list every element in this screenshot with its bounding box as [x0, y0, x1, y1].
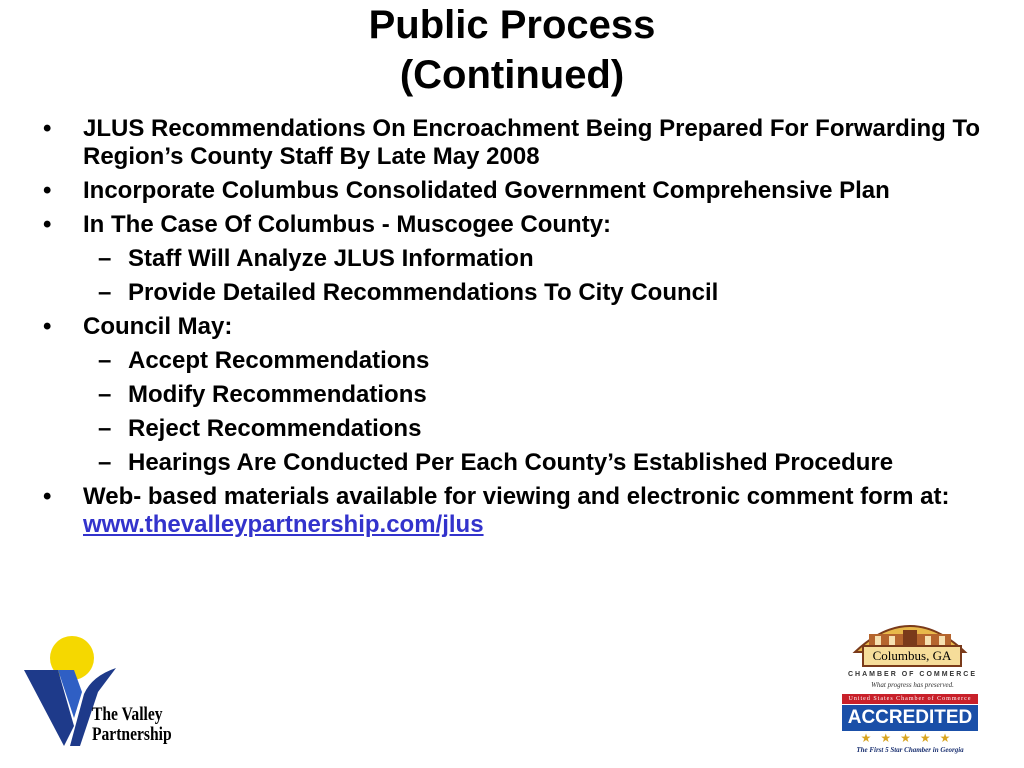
bullet-marker: •: [43, 177, 52, 204]
dash-marker: –: [98, 279, 112, 306]
sub-bullet-item: [83, 245, 985, 273]
sub-bullet-text: Staff Will Analyze JLUS Information: [128, 245, 534, 272]
sub-bullet-item: [83, 279, 985, 307]
accredited-footer: The First 5 Star Chamber in Georgia: [856, 746, 964, 754]
dash-marker: –: [98, 381, 112, 408]
bullet-item: [40, 115, 985, 171]
accredited-label: ACCREDITED: [842, 705, 978, 731]
sub-bullet-item: [83, 347, 985, 375]
bullet-item: [40, 177, 985, 205]
title-line-2: (Continued): [399, 53, 625, 97]
title-line-1: Public Process: [368, 3, 656, 47]
bullet-list: [40, 115, 985, 539]
sub-bullet-text: Accept Recommendations: [128, 347, 430, 374]
sub-bullet-text: Reject Recommendations: [128, 415, 422, 442]
bullet-content: [40, 115, 985, 545]
dash-marker: –: [98, 449, 112, 476]
bullet-text: Incorporate Columbus Consolidated Government Comprehensive Plan: [83, 177, 890, 204]
chamber-subtitle: CHAMBER OF COMMERCE: [848, 671, 977, 678]
chamber-name-badge: Columbus, GA: [862, 645, 962, 667]
bullet-marker: •: [43, 211, 52, 238]
sub-bullet-item: [83, 415, 985, 443]
bullet-marker: •: [43, 115, 52, 142]
bullet-text: In The Case Of Columbus - Muscogee County:: [83, 211, 612, 238]
bullet-item: [40, 313, 985, 477]
bullet-text: Council May:: [83, 313, 233, 340]
dash-marker: –: [98, 415, 112, 442]
valley-partnership-line-1: The Valley: [92, 704, 163, 725]
bullet-item: [40, 483, 985, 539]
valley-partnership-line-2: Partnership: [92, 724, 172, 745]
valley-partnership-wordmark: [92, 705, 172, 745]
bullet-marker: •: [43, 313, 52, 340]
dash-marker: –: [98, 347, 112, 374]
dash-marker: –: [98, 245, 112, 272]
sub-bullet-text: Modify Recommendations: [128, 381, 427, 408]
sub-bullet-item: [83, 381, 985, 409]
sub-bullet-text: Provide Detailed Recommendations To City Council: [128, 279, 719, 306]
sub-bullet-list: [83, 245, 985, 307]
accredited-stars-icon: ★★★★★: [860, 731, 960, 745]
jlus-website-link[interactable]: www.thevalleypartnership.com/jlus: [83, 511, 484, 538]
slide-title: [0, 0, 1024, 100]
sub-bullet-text: Hearings Are Conducted Per Each County’s Established Procedure: [128, 449, 894, 476]
accredited-top-band: United States Chamber of Commerce: [842, 694, 978, 704]
bullet-item: [40, 211, 985, 307]
sub-bullet-list: [83, 347, 985, 477]
bullet-text: Web- based materials available for viewing and electronic comment form at:: [83, 483, 950, 510]
chamber-tagline: What progress has preserved.: [871, 681, 954, 689]
sub-bullet-item: [83, 449, 985, 477]
bullet-marker: •: [43, 483, 52, 510]
bullet-text: JLUS Recommendations On Encroachment Being Prepared For Forwarding To Region’s County Staff By Late May 2008: [83, 115, 981, 170]
